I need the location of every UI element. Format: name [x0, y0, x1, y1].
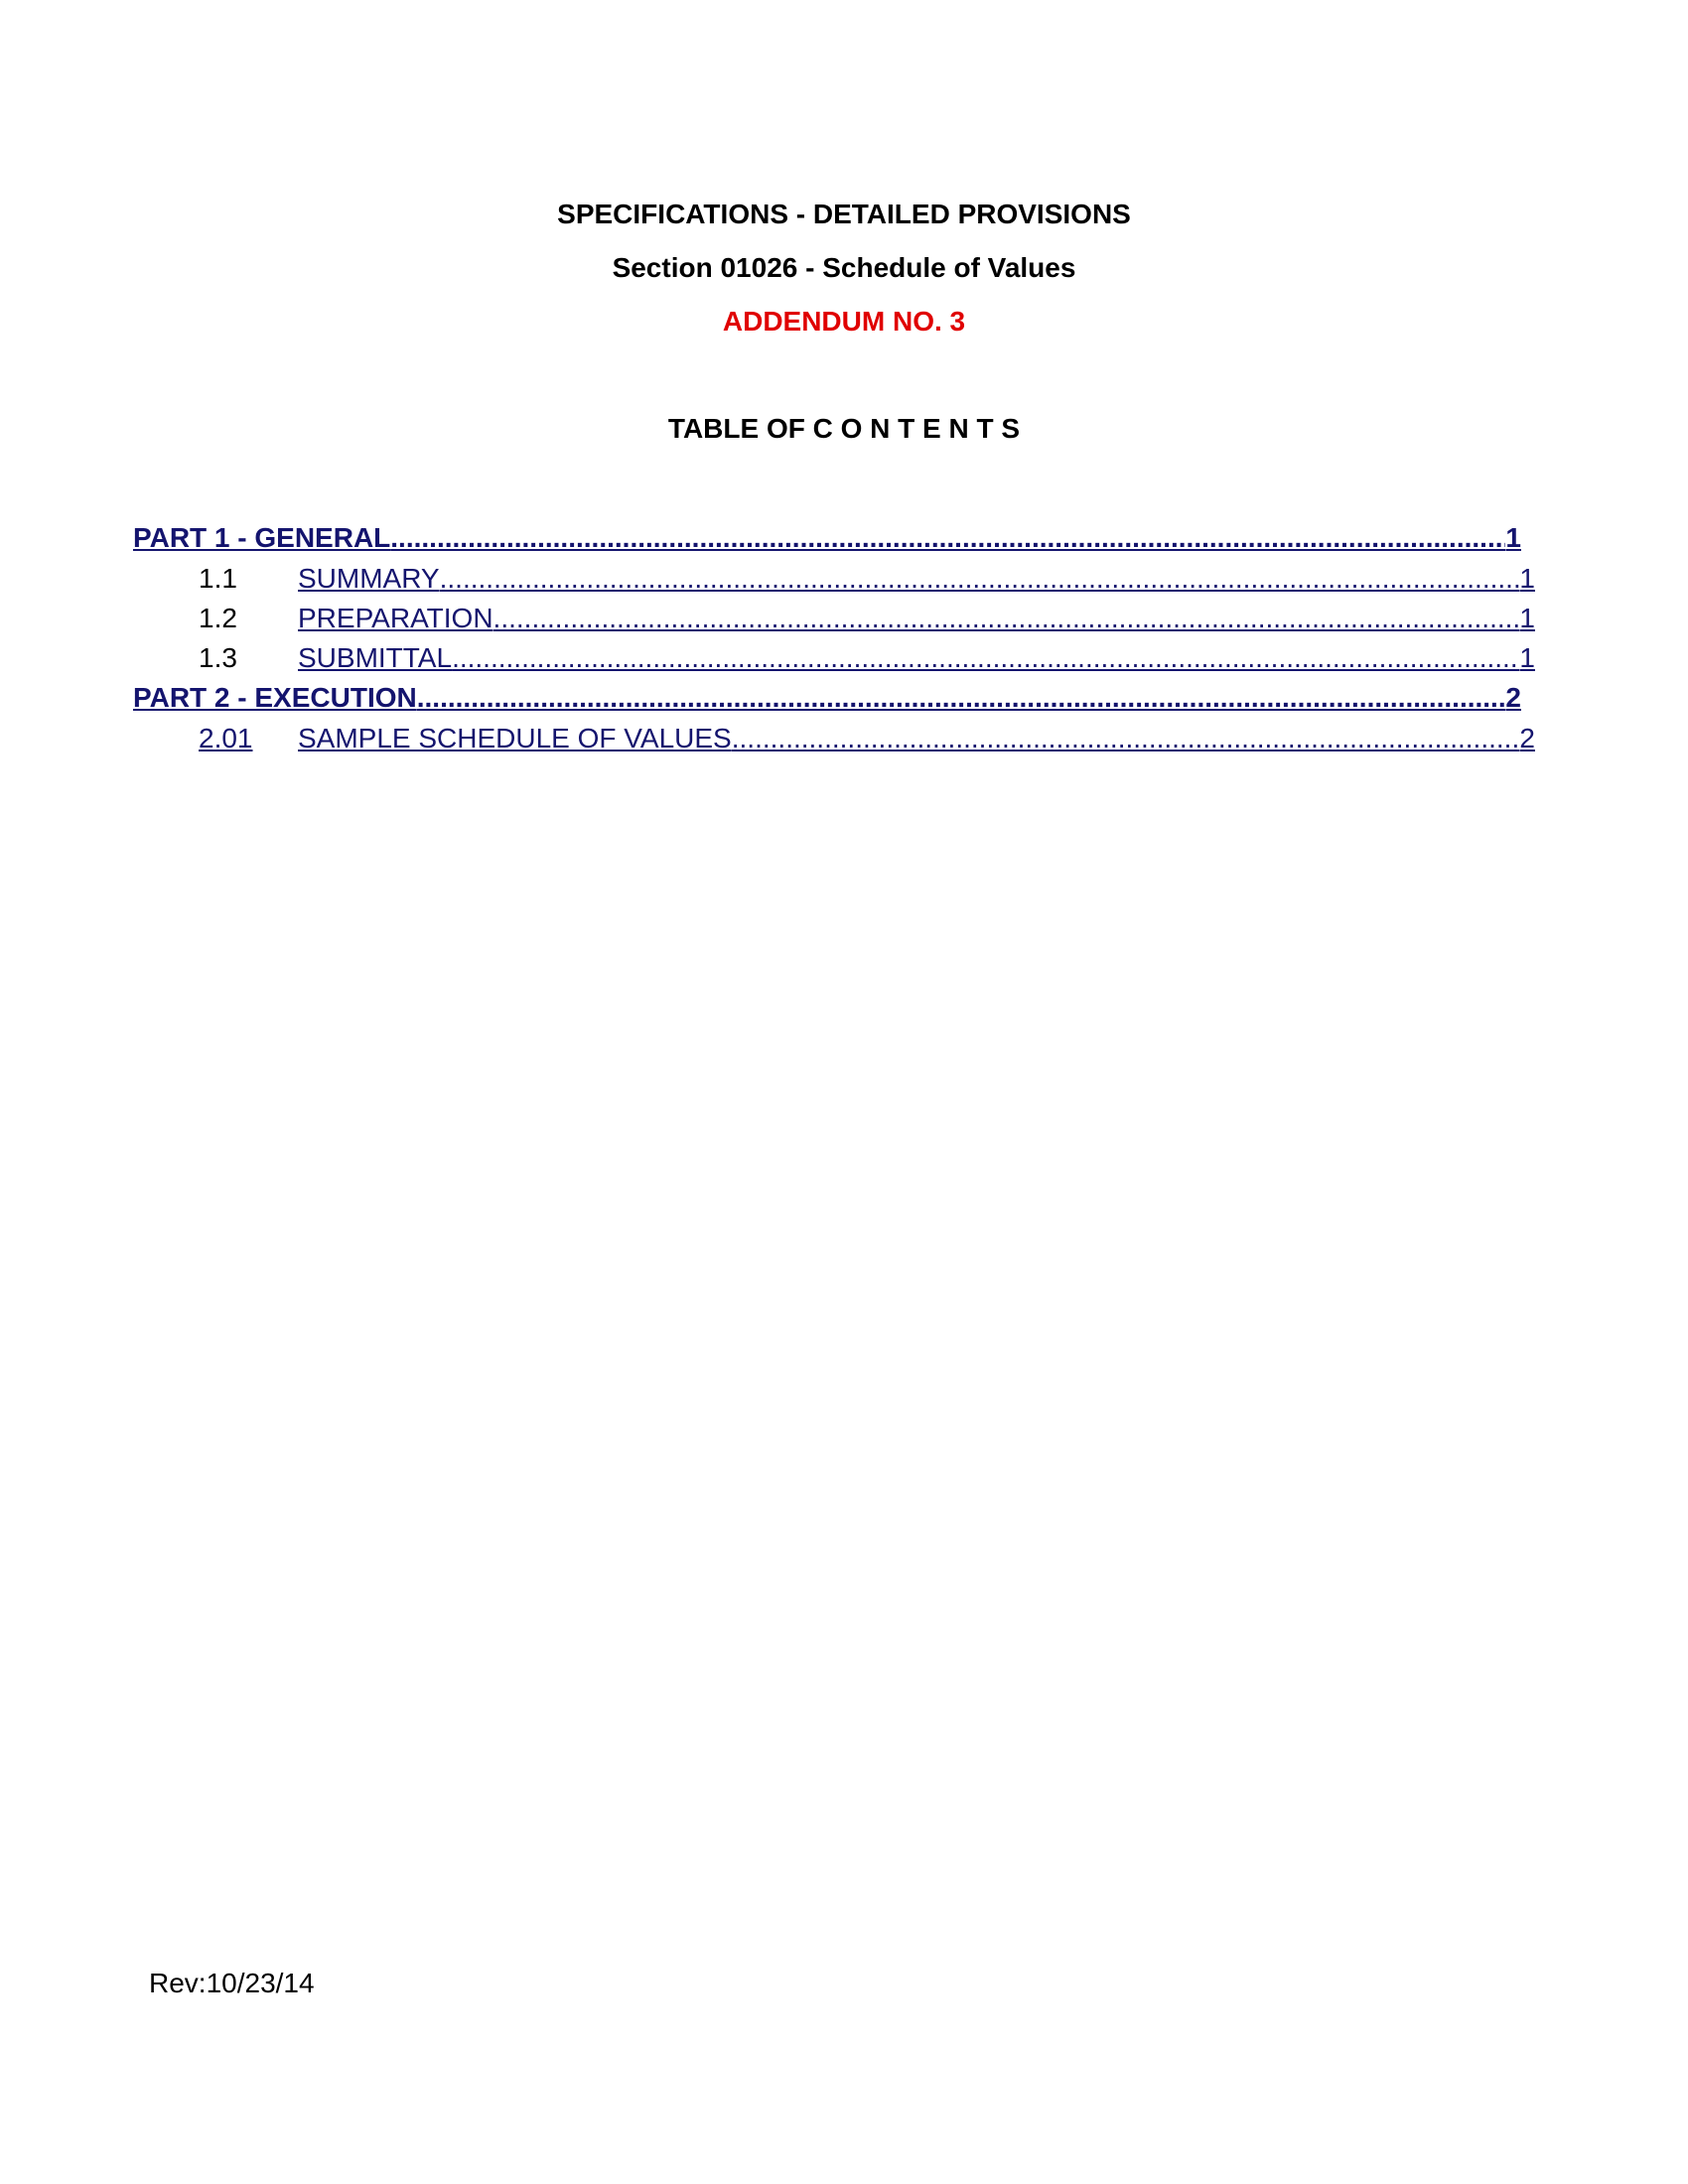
- toc-link-submittal[interactable]: [298, 640, 1535, 676]
- toc-link-summary[interactable]: [298, 561, 1535, 597]
- toc-link-preparation[interactable]: [298, 601, 1535, 636]
- toc-entry-title: SUMMARY: [298, 563, 440, 594]
- toc-title: TABLE OF C O N T E N T S: [667, 413, 1021, 444]
- toc-entry-title: PART 2 - EXECUTION: [133, 682, 417, 713]
- addendum-label: ADDENDUM NO. 3: [722, 306, 966, 337]
- toc-entry-number: 1.3: [199, 642, 237, 673]
- toc-entry-title: PREPARATION: [298, 603, 493, 633]
- toc-page-number: 1: [1519, 563, 1535, 594]
- toc-link-sample-schedule[interactable]: [298, 721, 1535, 756]
- document-heading: SPECIFICATIONS - DETAILED PROVISIONS: [557, 199, 1131, 229]
- toc-dot-leader: [417, 680, 1506, 716]
- toc-link-part-2[interactable]: [133, 680, 1521, 716]
- toc-entry-part-2[interactable]: [133, 676, 1521, 716]
- toc-link-part-1[interactable]: [133, 520, 1521, 556]
- toc-dot-leader: [390, 520, 1505, 556]
- toc-page-number: 2: [1505, 682, 1521, 713]
- toc-page-number: 2: [1519, 723, 1535, 753]
- toc-dot-leader: [732, 721, 1520, 756]
- toc-entry-title: PART 1 - GENERAL: [133, 522, 391, 553]
- toc-entry-1-2[interactable]: [199, 597, 1535, 636]
- toc-entry-number: 1.2: [199, 603, 237, 633]
- toc-entry-number: 1.1: [199, 563, 237, 594]
- toc-entry-1-3[interactable]: [199, 636, 1535, 676]
- toc-entry-2-01[interactable]: [199, 717, 1535, 756]
- toc-entry-part-1[interactable]: [133, 516, 1521, 556]
- toc-dot-leader: [440, 561, 1520, 597]
- toc-entry-number[interactable]: 2.01: [199, 723, 253, 753]
- toc-page-number: 1: [1519, 603, 1535, 633]
- toc-entry-title: SUBMITTAL: [298, 642, 453, 673]
- section-title: Section 01026 - Schedule of Values: [612, 252, 1076, 283]
- toc-entry-title: SAMPLE SCHEDULE OF VALUES: [298, 723, 732, 753]
- toc-page-number: 1: [1505, 522, 1521, 553]
- toc-entry-1-1[interactable]: [199, 557, 1535, 597]
- toc-dot-leader: [493, 601, 1520, 636]
- toc-page-number: 1: [1519, 642, 1535, 673]
- toc-dot-leader: [452, 640, 1519, 676]
- revision-footer: Rev:10/23/14: [149, 1968, 315, 1998]
